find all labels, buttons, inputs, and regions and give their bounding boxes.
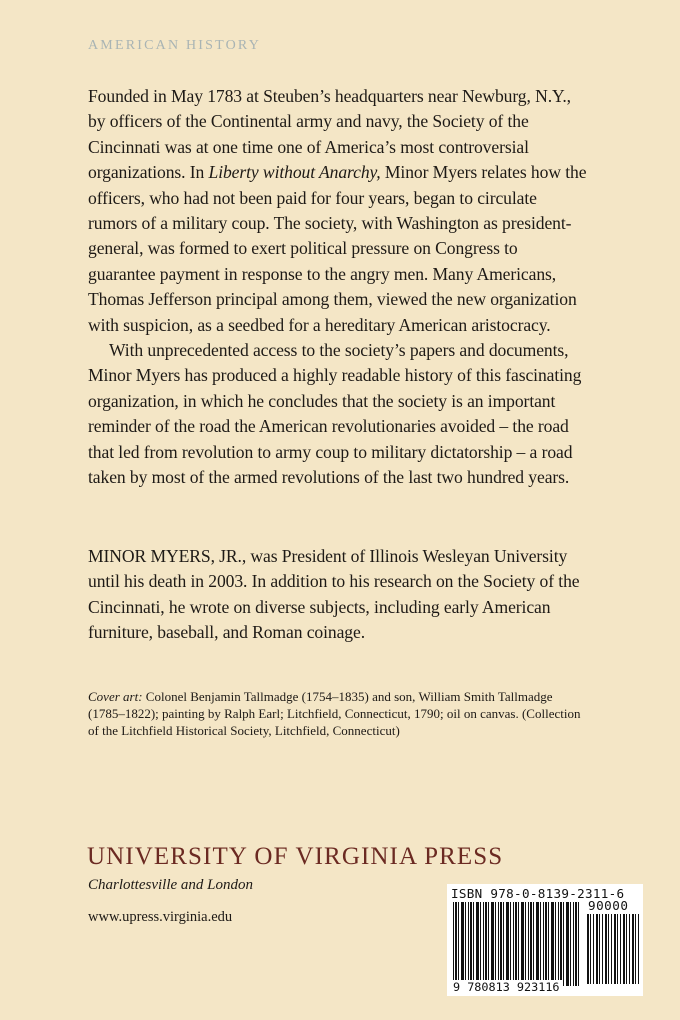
author-bio: MINOR MYERS, JR., was President of Illinois Wesleyan University until his death in 2003. In addition to his research on the Society of the Cincinnati, he wrote on diverse subjects, including early American furniture, baseball, and Roman coinage. [88,546,580,643]
barcode [447,884,643,996]
cover-art-credit [88,688,588,740]
price-code: 90000 [588,898,629,913]
description-p1-part-a: Founded in May 1783 at Steuben’s headquarters near Newburg, N.Y., by officers of the Continental army and navy, the Society of the Cincinnati was at one time one of America’s most controversial organizations. In [88,86,571,183]
isbn-number: ISBN 978-0-8139-2311-6 [451,886,625,901]
cover-art-label: Cover art: [88,689,143,704]
publisher-name: UNIVERSITY OF VIRGINIA PRESS [87,843,504,870]
book-description [88,84,588,491]
ean-barcode-bars [453,902,581,986]
description-paragraph-1 [88,84,588,338]
addon-barcode-bars [587,914,639,984]
ean-digits: 9 780813 923116 [453,980,560,994]
publisher-website: www.upress.virginia.edu [88,909,233,925]
cover-art-text: Colonel Benjamin Tallmadge (1754–1835) and son, William Smith Tallmadge (1785–1822); painting by Ralph Earl; Litchfield, Connecticut, 1790; oil on canvas. (Collection of the Litchfield Historical Society, Litchfield, Connecticut) [88,689,581,739]
book-title-italic: Liberty without Anarchy, [208,162,381,183]
description-paragraph-2: With unprecedented access to the society’s papers and documents, Minor Myers has produced a highly readable history of this fascinating organization, in which he concludes that the society is an important reminder of the road the American revolutionaries avoided – the road that led from revolution to army coup to military dictatorship – a road taken by most of the armed revolutions of the last two hundred years. [88,340,582,488]
category-label: AMERICAN HISTORY [88,38,262,53]
description-p1-part-b: Minor Myers relates how the officers, who had not been paid for four years, began to circulate rumors of a military coup. The society, with Washington as president-general, was formed to exert political pressure on Congress to guarantee payment in response to the angry men. Many Americans, Thomas Jefferson principal among them, viewed the new organization with suspicion, as a seedbed for a hereditary American aristocracy. [88,162,587,335]
publisher-location: Charlottesville and London [88,877,253,893]
